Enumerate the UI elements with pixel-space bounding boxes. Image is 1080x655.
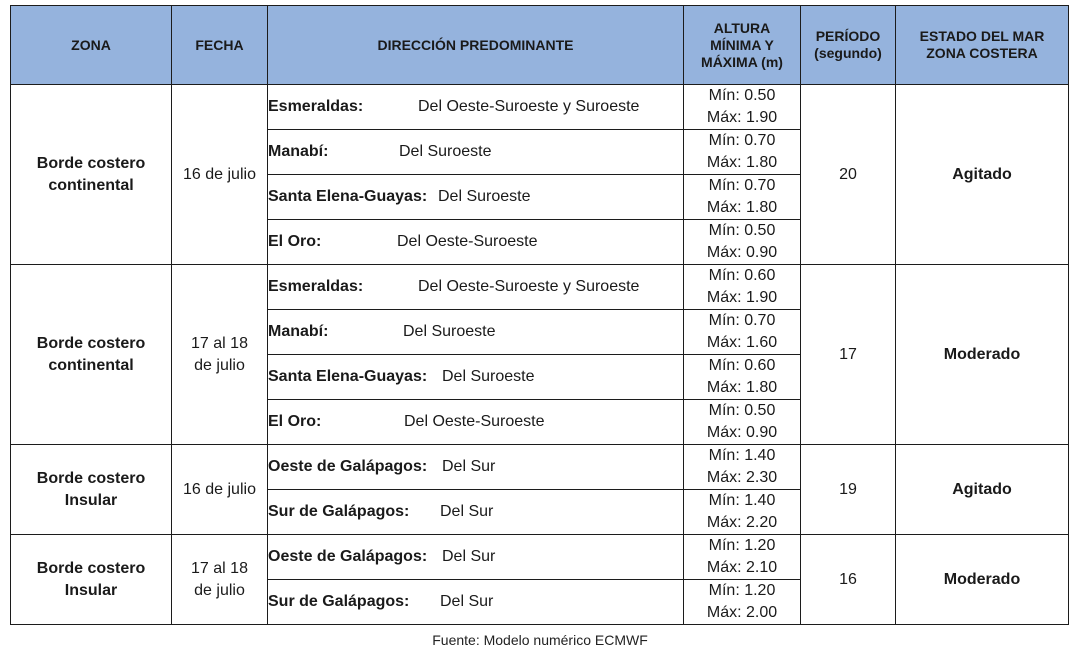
direccion-value: Del Sur <box>442 548 496 565</box>
zona-cell: Borde costero Insular <box>11 445 172 535</box>
zona-cell: Borde costero continental <box>11 85 172 265</box>
altura-min: Mín: 0.70 <box>708 312 776 329</box>
altura-cell <box>684 220 801 265</box>
estado-cell: Agitado <box>896 85 1069 265</box>
altura-cell <box>684 355 801 400</box>
lugar-label: El Oro: <box>268 233 322 250</box>
table-row <box>11 445 1069 490</box>
altura-cell <box>684 265 801 310</box>
altura-cell <box>684 310 801 355</box>
direccion-value: Del Suroeste <box>442 368 535 385</box>
forecast-table <box>10 5 1069 625</box>
direccion-value: Del Oeste-Suroeste <box>404 413 545 430</box>
direccion-value: Del Sur <box>442 458 496 475</box>
altura-cell <box>684 400 801 445</box>
altura-max: Máx: 2.10 <box>706 559 778 576</box>
altura-max: Máx: 1.80 <box>706 199 778 216</box>
estado-cell: Moderado <box>896 265 1069 445</box>
zona-cell: Borde costero Insular <box>11 535 172 625</box>
zona-cell: Borde costero continental <box>11 265 172 445</box>
altura-min: Mín: 0.60 <box>708 357 776 374</box>
direccion-cell <box>268 355 684 400</box>
altura-max: Máx: 1.80 <box>706 154 778 171</box>
lugar-label: Esmeraldas: <box>268 98 364 115</box>
altura-cell <box>684 535 801 580</box>
fecha-cell: 17 al 18 de julio <box>172 265 268 445</box>
altura-min: Mín: 1.40 <box>708 447 776 464</box>
altura-min: Mín: 0.70 <box>708 132 776 149</box>
direccion-cell <box>268 580 684 625</box>
direccion-cell <box>268 535 684 580</box>
altura-max: Máx: 2.30 <box>706 469 778 486</box>
altura-min: Mín: 0.50 <box>708 87 776 104</box>
table-body <box>11 85 1069 625</box>
altura-cell <box>684 580 801 625</box>
direccion-cell <box>268 445 684 490</box>
direccion-cell <box>268 175 684 220</box>
periodo-cell: 19 <box>801 445 896 535</box>
lugar-label: Santa Elena-Guayas: <box>268 368 428 385</box>
altura-min: Mín: 0.70 <box>708 177 776 194</box>
altura-cell <box>684 490 801 535</box>
direccion-value: Del Sur <box>440 503 494 520</box>
fecha-cell: 16 de julio <box>172 85 268 265</box>
direccion-value: Del Suroeste <box>438 188 531 205</box>
lugar-label: Santa Elena-Guayas: <box>268 188 428 205</box>
lugar-label: Oeste de Galápagos: <box>268 548 428 565</box>
lugar-label: Sur de Galápagos: <box>268 503 410 520</box>
direccion-value: Del Oeste-Suroeste y Suroeste <box>418 98 640 115</box>
altura-min: Mín: 1.20 <box>708 537 776 554</box>
altura-min: Mín: 1.20 <box>708 582 776 599</box>
direccion-value: Del Sur <box>440 593 494 610</box>
header-direccion: DIRECCIÓN PREDOMINANTE <box>268 6 684 85</box>
header-estado: ESTADO DEL MAR ZONA COSTERA <box>896 6 1069 85</box>
direccion-value: Del Suroeste <box>399 143 492 160</box>
altura-min: Mín: 0.50 <box>708 222 776 239</box>
table-row <box>11 85 1069 130</box>
estado-cell: Agitado <box>896 445 1069 535</box>
altura-max: Máx: 1.90 <box>706 109 778 126</box>
periodo-cell: 20 <box>801 85 896 265</box>
direccion-value: Del Oeste-Suroeste <box>397 233 538 250</box>
direccion-cell <box>268 220 684 265</box>
altura-min: Mín: 0.60 <box>708 267 776 284</box>
direccion-value: Del Oeste-Suroeste y Suroeste <box>418 278 640 295</box>
header-periodo: PERÍODO (segundo) <box>801 6 896 85</box>
header-zona: ZONA <box>11 6 172 85</box>
table-row <box>11 535 1069 580</box>
altura-cell <box>684 130 801 175</box>
periodo-cell: 17 <box>801 265 896 445</box>
direccion-cell <box>268 400 684 445</box>
altura-max: Máx: 1.60 <box>706 334 778 351</box>
altura-max: Máx: 1.90 <box>706 289 778 306</box>
altura-min: Mín: 1.40 <box>708 492 776 509</box>
header-row <box>11 6 1069 85</box>
fecha-cell: 17 al 18 de julio <box>172 535 268 625</box>
altura-min: Mín: 0.50 <box>708 402 776 419</box>
table-row <box>11 265 1069 310</box>
altura-cell <box>684 175 801 220</box>
lugar-label: Manabí: <box>268 323 329 340</box>
altura-max: Máx: 0.90 <box>706 424 778 441</box>
direccion-cell <box>268 310 684 355</box>
header-altura: ALTURA MÍNIMA Y MÁXIMA (m) <box>684 6 801 85</box>
lugar-label: Esmeraldas: <box>268 278 364 295</box>
altura-max: Máx: 1.80 <box>706 379 778 396</box>
direccion-cell <box>268 130 684 175</box>
altura-max: Máx: 2.20 <box>706 514 778 531</box>
source-note: Fuente: Modelo numérico ECMWF <box>432 632 648 648</box>
direccion-value: Del Suroeste <box>403 323 496 340</box>
periodo-cell: 16 <box>801 535 896 625</box>
fecha-cell: 16 de julio <box>172 445 268 535</box>
lugar-label: Oeste de Galápagos: <box>268 458 428 475</box>
estado-cell: Moderado <box>896 535 1069 625</box>
direccion-cell <box>268 265 684 310</box>
altura-cell <box>684 85 801 130</box>
altura-max: Máx: 2.00 <box>706 604 778 621</box>
direccion-cell <box>268 490 684 535</box>
header-fecha: FECHA <box>172 6 268 85</box>
lugar-label: Sur de Galápagos: <box>268 593 410 610</box>
altura-cell <box>684 445 801 490</box>
altura-max: Máx: 0.90 <box>706 244 778 261</box>
lugar-label: Manabí: <box>268 143 329 160</box>
lugar-label: El Oro: <box>268 413 322 430</box>
direccion-cell <box>268 85 684 130</box>
